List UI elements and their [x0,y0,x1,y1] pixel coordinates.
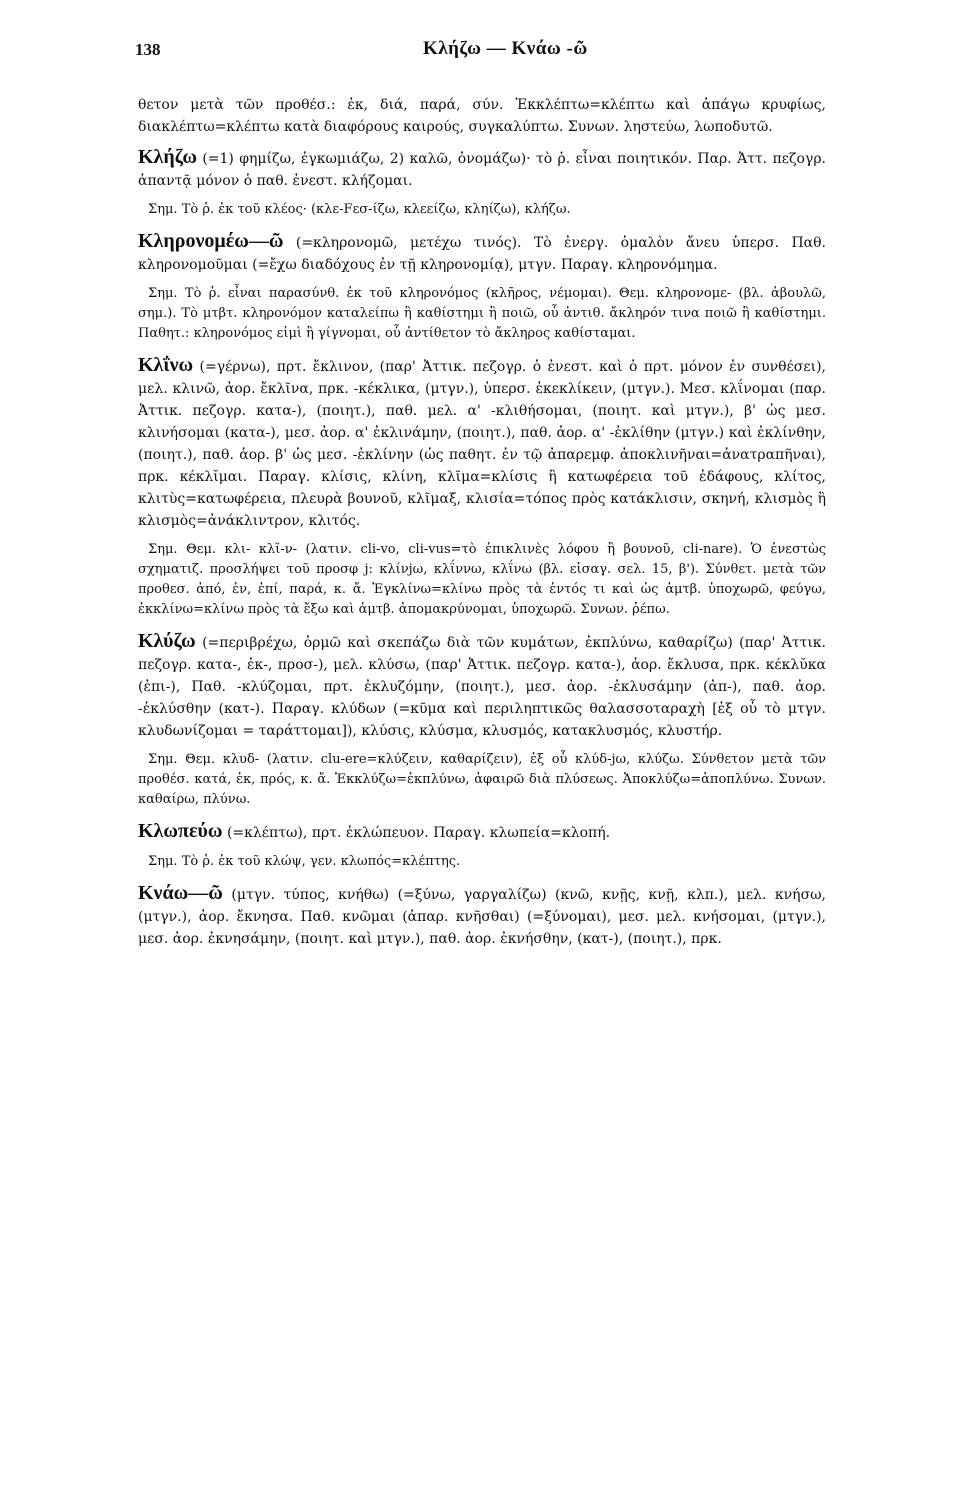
headword: Κνάω—ῶ [138,882,223,904]
entry-text: (=κλέπτω), πρτ. ἐκλώπευον. Παραγ. κλωπεία=κλοπή. [226,825,611,841]
entry-note [138,852,826,872]
entry-klironomeo [138,230,826,276]
entry-text: (=περιβρέχω, ὁρμῶ καὶ σκεπάζω διὰ τῶν κυμάτων, ἐκπλύνω, καθαρίζω) (παρ' Ἀττικ. πεζογρ. κατα-, ἐκ-, προσ-), μελ. κλύσω, (παρ' Ἀττικ. πεζογρ. κατα-), ἀορ. ἔκλυσα, πρκ. κέκλῠκα (ἐπι-), Παθ. -κλύζομαι, πρτ. ἐκλυζόμην, (ποιητ.), μεσ. ἀορ. -ἐκλυσάμην (ἀπ-), παθ. ἀορ. -ἐκλύσθην (κατ-). Παραγ. κλύδων (=κῦμα καὶ περιληπτικῶς θαλασσοταραχὴ [ἐξ οὗ τὸ μτγν. κλυδωνίζομαι = ταράττομαι]), κλύσις, κλύσμα, κλυσμός, κατακλυσμός, κλυστήρ. [138,635,827,739]
entry-klizo [138,146,826,192]
page-number: 138 [135,40,161,59]
entry-text: (=κληρονομῶ, μετέχω τινός). Τὸ ἐνεργ. ὁμαλὸν ἄνευ ὑπερσ. Παθ. κληρονομοῦμαι (=ἔχω διαδόχους ἐν τῇ κληρονομίᾳ), μτγν. Παραγ. κληρονόμημα. [138,235,826,273]
running-head: Κλήζω — Κνάω -ῶ [423,38,588,59]
entry-klyzo [138,630,826,742]
headword: Κληρονομέω—ῶ [138,230,284,252]
entry-continuation [138,94,826,138]
entry-text: (=1) φημίζω, ἐγκωμιάζω, 2) καλῶ, ὀνομάζω)· τὸ ῥ. εἶναι ποιητικόν. Παρ. Ἀττ. πεζογρ. ἀπαντᾷ μόνον ὁ παθ. ἐνεστ. κλήζομαι. [138,151,827,189]
note-text: Σημ. Τὸ ῥ. ἐκ τοῦ κλέος· (κλε-Fεσ-ίζω, κλεείζω, κληίζω), κλήζω. [148,202,571,217]
entry-text: (=γέρνω), πρτ. ἔκλινον, (παρ' Ἀττικ. πεζογρ. ὁ ἐνεστ. καὶ ὁ πρτ. μόνον ἐν συνθέσει), μελ. κλινῶ, ἀορ. ἔκλῖνα, πρκ. -κέκλικα, (μτγν.), ὑπερσ. ἐκεκλίκειν, (μτγν.). Μεσ. κλΐνομαι (παρ. Ἀττικ. πεζογρ. κατα-), (ποιητ.), παθ. μελ. α' -κλιθήσομαι, (ποιητ. καὶ μτγν.), β' ὡς μεσ. κλινήσομαι (κατα-), μεσ. ἀορ. α' ἐκλινάμην, (ποιητ.), παθ. ἀορ. α' -ἐκλίθην (μτγν.) καὶ ἐκλίνθην, (ποιητ.), παθ. ἀορ. β' ὡς μεσ. -ἐκλίνην (ὡς παθητ. ἐν τῷ ἀπαρεμφ. ἀποκλινῆναι=ἀνατραπῆναι), πρκ. κέκλῐμαι. Παραγ. κλίσις, κλίνη, κλῖμα=κλίσις ἢ κατωφέρεια τοῦ ἐδάφους, κλίτος, κλιτὺς=κατωφέρεια, πλευρὰ βουνοῦ, κλῖμαξ, κλισία=τόπος πρὸς κατάκλισιν, σκηνή, κλισμὸς ἢ κλισμὸς=ἀνάκλιντρον, κλιτός. [138,359,826,529]
headword: Κλήζω [138,146,197,168]
entry-klino [138,354,826,532]
entry-note [138,284,826,344]
note-text: Σημ. Τὸ ῥ. εἶναι παρασύνθ. ἐκ τοῦ κληρονόμος (κλῆρος, νέμομαι). Θεμ. κληρονομε- (βλ. ἀβουλῶ, σημ.). Τὸ μτβτ. κληρονόμον καταλείπω ἢ καθίστημι ἢ ποιῶ, οὗ ἀντιθ. ἄκληρόν τινα ποιῶ ἢ καθίστημι. Παθητ.: κληρονόμος εἰμὶ ἢ γίγνομαι, οὗ ἀντίθετον τὸ ἄκληρος καθίσταμαι. [138,286,826,341]
headword: Κλΐνω [138,354,194,376]
entry-text: θετον μετὰ τῶν προθέσ.: ἐκ, διά, παρά, σύν. Ἐκκλέπτω=κλέπτω καὶ ἀπάγω κρυφίως, διακλέπτω=κλέπτω κατὰ διαφόρους καιρούς, συγκαλύπτω. Συνων. ληστεύω, λωποδυτῶ. [138,97,826,135]
entry-note [138,750,826,810]
note-text: Σημ. Τὸ ῥ. ἐκ τοῦ κλώψ, γεν. κλωπός=κλέπτης. [148,854,461,869]
page-body [138,94,826,958]
headword: Κλωπεύω [138,820,223,842]
note-text: Σημ. Θεμ. κλυδ- (λατιν. clu-ere=κλύζειν, καθαρίζειν), ἐξ οὗ κλύδ-jω, κλύζω. Σύνθετον μετὰ τῶν προθέσ. κατά, ἐκ, πρός, κ. ἄ. Ἐκκλύζω=ἐκπλύνω, ἀφαιρῶ διὰ πλύσεως. Ἀποκλύζω=ἀποπλύνω. Συνων. καθαίρω, πλύνω. [138,752,826,807]
page-header [135,36,825,66]
entry-knao [138,882,826,950]
entry-klopeuo [138,820,826,844]
entry-text: (μτγν. τύπος, κνήθω) (=ξύνω, γαργαλίζω) (κνῶ, κνῇς, κνῇ, κλπ.), μελ. κνήσω, (μτγν.), ἀορ. ἔκνησα. Παθ. κνῶμαι (ἀπαρ. κνῆσθαι) (=ξύνομαι), μεσ. μελ. κνήσομαι, (μτγν.), μεσ. ἀορ. ἐκνησάμην, (ποιητ. καὶ μτγν.), παθ. ἀορ. ἐκνήσθην, (κατ-), (ποιητ.), πρκ. [138,887,826,947]
headword: Κλύζω [138,630,196,652]
entry-note [138,200,826,220]
note-text: Σημ. Θεμ. κλι- κλῐ-ν- (λατιν. cli-vo, cli-vus=τὸ ἐπικλινὲς λόφου ἢ βουνοῦ, cli-nare). Ὁ ἐνεστὼς σχηματιζ. προσλήψει τοῦ προσφ j: κλίνjω, κλΐννω, κλΐνω (βλ. εἰσαγ. σελ. 15, β'). Σύνθετ. μετὰ τῶν προθεσ. ἀπό, ἐν, ἐπί, παρά, κ. ἄ. Ἐγκλίνω=κλίνω πρὸς τὰ ἐντός τι καὶ ὡς ἀμτβ. ὑποχωρῶ, φεύγω, ἐκκλίνω=κλίνω πρὸς τὰ ἔξω καὶ ἀμτβ. ἀπομακρύνομαι, ὑποχωρῶ. Συνων. ῥέπω. [138,542,826,617]
entry-note [138,540,826,620]
